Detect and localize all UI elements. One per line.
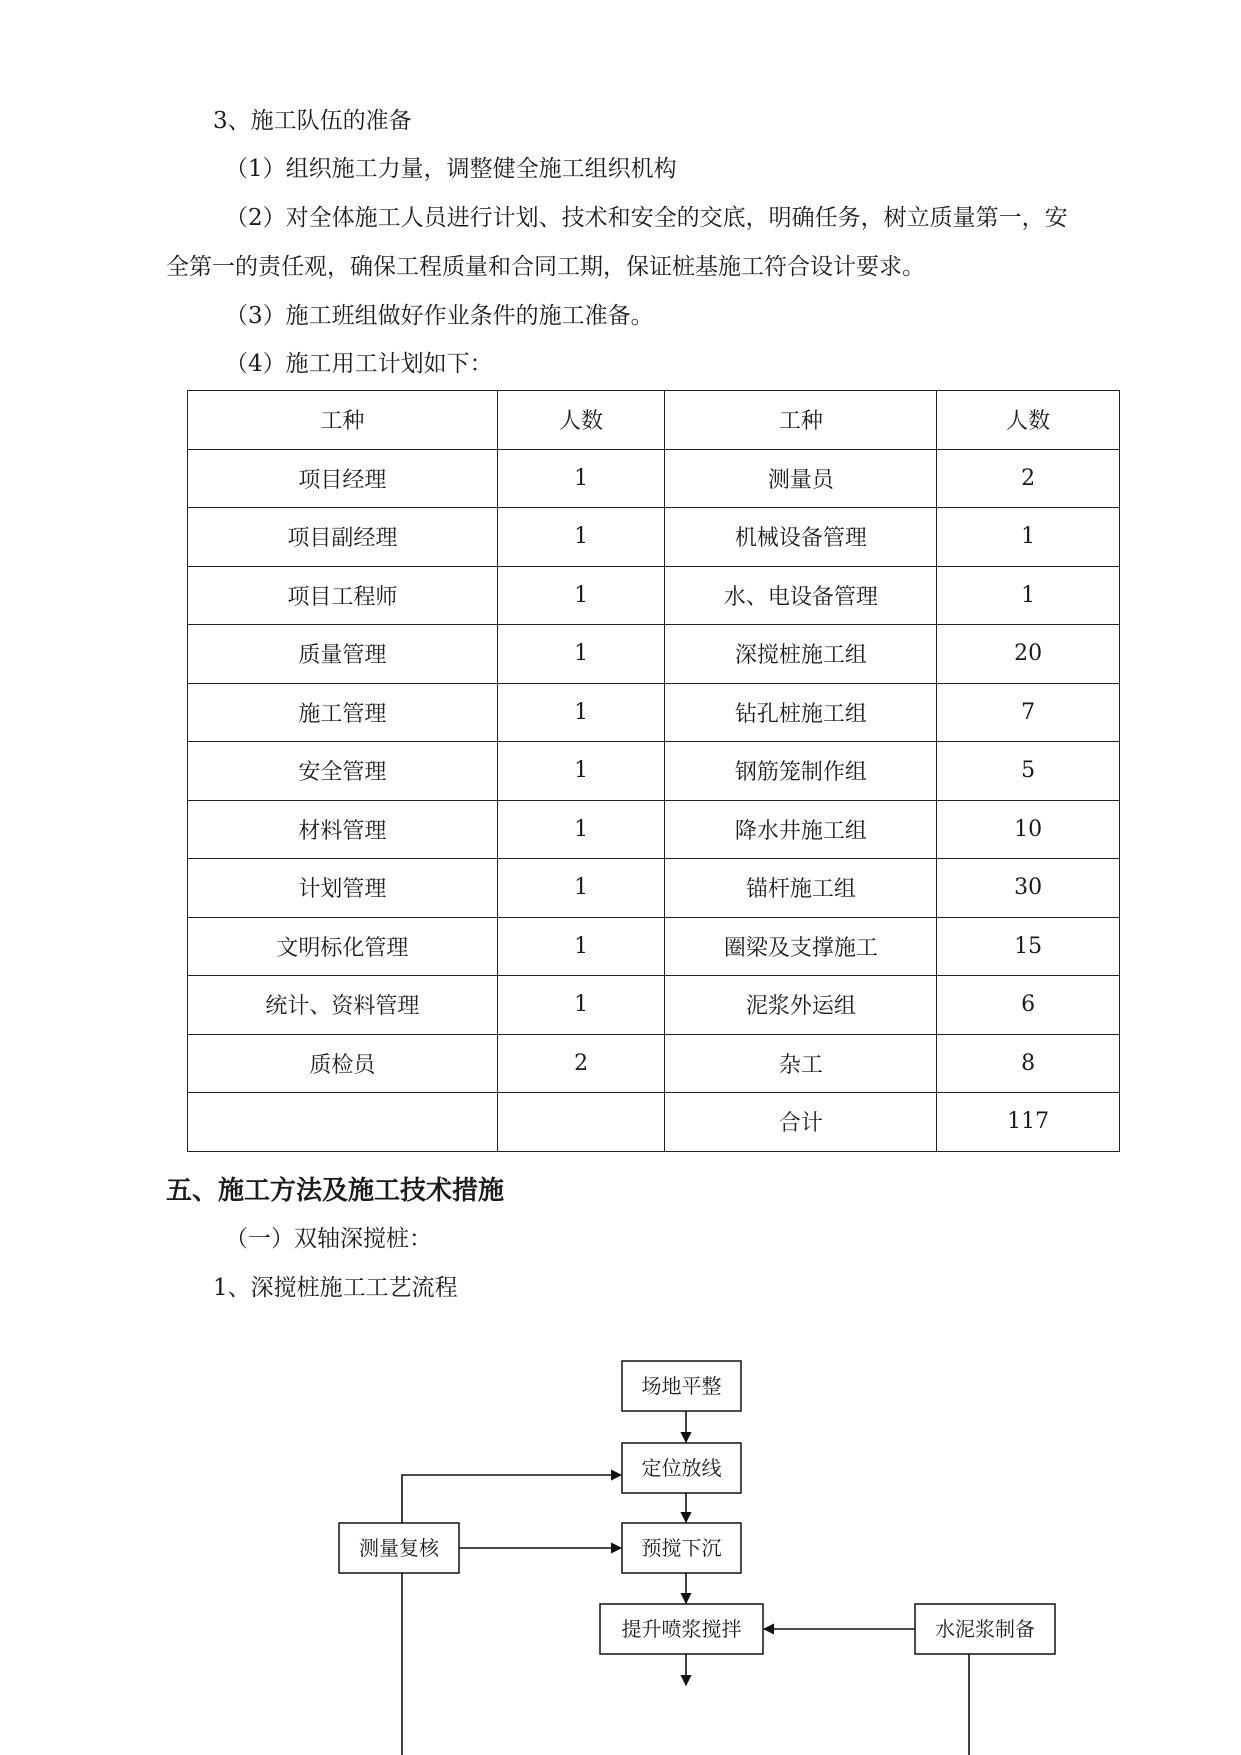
flow-label: 提升喷浆搅拌 — [621, 1617, 742, 1641]
cell-trade: 安全管理 — [188, 742, 498, 801]
cell-trade: 计划管理 — [188, 859, 498, 918]
cell-count: 7 — [937, 683, 1120, 742]
table-row — [188, 742, 1120, 801]
cell-trade: 测量员 — [665, 449, 937, 508]
cell-count: 20 — [937, 625, 1120, 684]
cell-trade: 杂工 — [665, 1034, 937, 1093]
cell-trade: 水、电设备管理 — [665, 566, 937, 625]
flow-label: 水泥浆制备 — [935, 1617, 1035, 1641]
table-row — [188, 1034, 1120, 1093]
labor-plan-table — [187, 390, 1120, 1152]
cell-trade: 材料管理 — [188, 800, 498, 859]
section-5-title: 五、施工方法及施工技术措施 — [166, 1176, 505, 1206]
cell-trade: 机械设备管理 — [665, 508, 937, 567]
cell-count: 1 — [937, 508, 1120, 567]
flow-box-positioning — [622, 1443, 741, 1493]
header-trade: 工种 — [665, 391, 937, 450]
cell-count: 2 — [497, 1034, 665, 1093]
arrow-survey-to-positioning — [402, 1475, 621, 1523]
cell-count: 1 — [497, 508, 665, 567]
item-3: （3）施工班组做好作业条件的施工准备。 — [225, 303, 654, 329]
table-row — [188, 800, 1120, 859]
cell-trade: 项目工程师 — [188, 566, 498, 625]
cell-trade: 项目副经理 — [188, 508, 498, 567]
table-row — [188, 976, 1120, 1035]
cell-count: 6 — [937, 976, 1120, 1035]
cell-count: 1 — [497, 917, 665, 976]
cell-trade: 降水井施工组 — [665, 800, 937, 859]
item-1: （1）组织施工力量，调整健全施工组织机构 — [225, 156, 677, 182]
cell-total-count: 117 — [937, 1093, 1120, 1152]
cell-trade: 锚杆施工组 — [665, 859, 937, 918]
subsection-1-item-1: 1、深搅桩施工工艺流程 — [213, 1275, 458, 1301]
flow-box-survey-check — [339, 1523, 459, 1573]
table-row — [188, 566, 1120, 625]
flow-label: 定位放线 — [641, 1456, 722, 1480]
section-3-heading: 3、施工队伍的准备 — [213, 108, 412, 134]
item-2-line-1: （2）对全体施工人员进行计划、技术和安全的交底，明确任务，树立质量第一，安 — [225, 205, 1068, 231]
table-row — [188, 917, 1120, 976]
cell-trade: 圈梁及支撑施工 — [665, 917, 937, 976]
table-row — [188, 859, 1120, 918]
cell-count: 10 — [937, 800, 1120, 859]
header-trade: 工种 — [188, 391, 498, 450]
cell-count: 5 — [937, 742, 1120, 801]
cell-count: 1 — [937, 566, 1120, 625]
cell-count: 1 — [497, 625, 665, 684]
cell-trade: 项目经理 — [188, 449, 498, 508]
table-total-row — [188, 1093, 1120, 1152]
cell-trade: 钢筋笼制作组 — [665, 742, 937, 801]
table-row — [188, 683, 1120, 742]
cell-count: 1 — [497, 859, 665, 918]
cell-count: 1 — [497, 683, 665, 742]
flow-box-site-leveling — [622, 1361, 741, 1411]
item-4: （4）施工用工计划如下： — [225, 351, 493, 377]
table-row — [188, 508, 1120, 567]
flow-box-pre-mixing — [622, 1523, 741, 1573]
cell-count: 1 — [497, 976, 665, 1035]
cell-count: 2 — [937, 449, 1120, 508]
cell-count: 8 — [937, 1034, 1120, 1093]
flow-label: 测量复核 — [359, 1536, 439, 1560]
flow-label: 预搅下沉 — [641, 1536, 722, 1560]
subsection-1: （一）双轴深搅桩： — [225, 1226, 432, 1252]
cell-count: 30 — [937, 859, 1120, 918]
flow-box-lifting-grouting — [600, 1604, 763, 1654]
cell-trade: 质量管理 — [188, 625, 498, 684]
cell-trade: 深搅桩施工组 — [665, 625, 937, 684]
cell-count: 15 — [937, 917, 1120, 976]
cell-empty — [497, 1093, 665, 1152]
table-header-row — [188, 391, 1120, 450]
cell-trade: 泥浆外运组 — [665, 976, 937, 1035]
cell-empty — [188, 1093, 498, 1152]
item-2-line-2: 全第一的责任观，确保工程质量和合同工期，保证桩基施工符合设计要求。 — [166, 254, 925, 280]
cell-total-label: 合计 — [665, 1093, 937, 1152]
cell-trade: 统计、资料管理 — [188, 976, 498, 1035]
cell-trade: 钻孔桩施工组 — [665, 683, 937, 742]
process-flowchart — [0, 1340, 1241, 1755]
cell-count: 1 — [497, 742, 665, 801]
cell-trade: 文明标化管理 — [188, 917, 498, 976]
cell-count: 1 — [497, 566, 665, 625]
flow-label: 场地平整 — [641, 1374, 722, 1398]
header-count: 人数 — [937, 391, 1120, 450]
flow-box-cement-slurry — [915, 1604, 1055, 1654]
cell-count: 1 — [497, 449, 665, 508]
table-row — [188, 625, 1120, 684]
cell-trade: 质检员 — [188, 1034, 498, 1093]
table-row — [188, 449, 1120, 508]
header-count: 人数 — [497, 391, 665, 450]
cell-trade: 施工管理 — [188, 683, 498, 742]
cell-count: 1 — [497, 800, 665, 859]
